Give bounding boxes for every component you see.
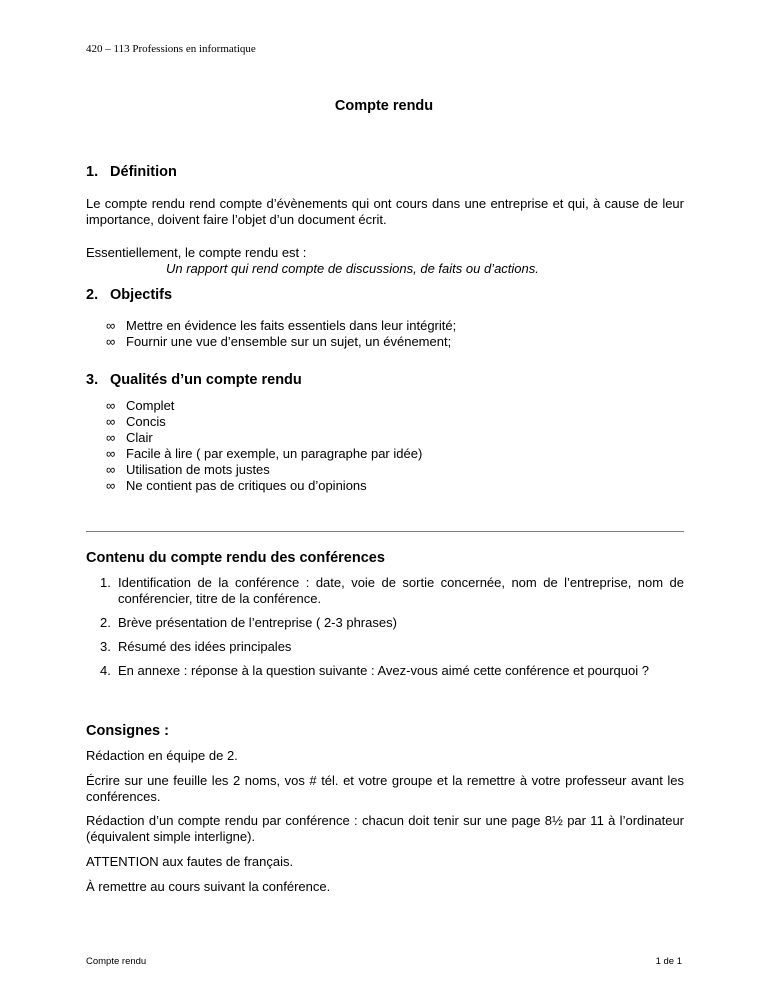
consigne-paragraph: À remettre au cours suivant la conférence. [86, 879, 331, 894]
consignes-heading: Consignes : [86, 723, 169, 739]
list-item: ∞ Clair [106, 430, 153, 445]
list-item: 4. En annexe : réponse à la question suivante : Avez-vous aimé cette conférence et pourquoi ? [100, 663, 649, 678]
infinity-bullet-icon: ∞ [106, 334, 116, 349]
footer-title: Compte rendu [86, 956, 147, 967]
consigne-paragraph: Rédaction en équipe de 2. [86, 748, 238, 763]
horizontal-divider [86, 531, 684, 532]
infinity-bullet-icon: ∞ [106, 478, 116, 493]
list-item: 1. Identification de la conférence : date, voie de sortie concernée, nom de l’entreprise, nom de conférencier, titre de la conférence. [100, 575, 684, 606]
infinity-bullet-icon: ∞ [106, 414, 116, 429]
section-heading-qualites [86, 372, 302, 388]
infinity-bullet-icon: ∞ [106, 398, 116, 413]
section-heading-definition [86, 164, 177, 180]
consigne-paragraph: Rédaction d’un compte rendu par conférence : chacun doit tenir sur une page 8½ par 11 à l’ordinateur (équivalent simple interligne). [86, 813, 684, 844]
contenu-heading: Contenu du compte rendu des conférences [86, 550, 385, 566]
section-number: 2. [86, 287, 99, 303]
consigne-paragraph: Écrire sur une feuille les 2 noms, vos # tél. et votre groupe et la remettre à votre professeur avant les conférences. [86, 773, 684, 804]
section-title: Qualités d’un compte rendu [110, 372, 302, 388]
running-header: 420 – 113 Professions en informatique [86, 43, 256, 55]
section-title: Objectifs [110, 287, 173, 303]
list-item: 2. Brève présentation de l’entreprise ( 2-3 phrases) [100, 615, 397, 630]
item-number: 3. [100, 639, 111, 654]
infinity-bullet-icon: ∞ [106, 462, 116, 477]
infinity-bullet-icon: ∞ [106, 318, 116, 333]
objectifs-list [106, 318, 456, 350]
definition-paragraph: Le compte rendu rend compte d’évènements qui ont cours dans une entreprise et qui, à cause de leur importance, doivent faire l’objet d’un document écrit. [86, 196, 684, 227]
consigne-paragraph: ATTENTION aux fautes de français. [86, 854, 294, 869]
page-number: 1 de 1 [655, 956, 682, 967]
section-number: 1. [86, 164, 99, 180]
definition-quote: Un rapport qui rend compte de discussions, de faits ou d’actions. [166, 261, 539, 276]
item-number: 4. [100, 663, 111, 678]
list-item: ∞ Concis [106, 414, 166, 429]
section-number: 3. [86, 372, 99, 388]
list-item: 3. Résumé des idées principales [100, 639, 292, 654]
list-item: ∞ Fournir une vue d’ensemble sur un sujet, un événement; [106, 334, 452, 349]
qualites-list [106, 398, 422, 494]
list-item: ∞ Mettre en évidence les faits essentiels dans leur intégrité; [106, 318, 457, 333]
infinity-bullet-icon: ∞ [106, 446, 116, 461]
item-number: 1. [100, 575, 111, 590]
contenu-list [100, 575, 684, 687]
document-title: Compte rendu [334, 98, 434, 114]
list-item: ∞ Facile à lire ( par exemple, un paragraphe par idée) [106, 446, 423, 461]
list-item: ∞ Utilisation de mots justes [106, 462, 270, 477]
list-item: ∞ Ne contient pas de critiques ou d’opinions [106, 478, 367, 493]
item-number: 2. [100, 615, 111, 630]
list-item: ∞ Complet [106, 398, 175, 413]
infinity-bullet-icon: ∞ [106, 430, 116, 445]
essentially-paragraph: Essentiellement, le compte rendu est : [86, 245, 307, 260]
section-title: Définition [110, 164, 177, 180]
section-heading-objectifs [86, 287, 172, 303]
